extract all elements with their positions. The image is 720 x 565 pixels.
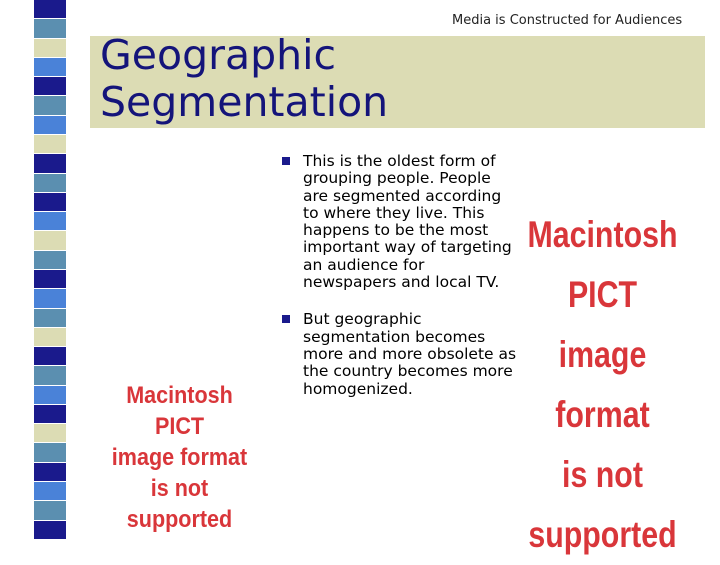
bullet-line: happens to be the most [303, 221, 489, 240]
stripe-square [34, 193, 66, 212]
stripe-square [34, 19, 66, 38]
bullet-list [282, 152, 517, 418]
stripe-square [34, 58, 66, 77]
bullet-line: to where they live. This [303, 203, 485, 222]
stripe-square [34, 231, 66, 250]
stripe-square [34, 443, 66, 462]
stripe-square [34, 405, 66, 424]
stripe-square [34, 39, 66, 58]
bullet-item [282, 310, 517, 398]
stripe-square [34, 174, 66, 193]
stripe-square [34, 347, 66, 366]
slide-title [100, 32, 388, 126]
stripe-square [34, 270, 66, 289]
bullet-line: newspapers and local TV. [303, 273, 500, 292]
placeholder-line: is not supported [528, 454, 677, 555]
stripe-square [34, 212, 66, 231]
stripe-square [34, 482, 66, 501]
bullet-line: segmentation becomes [303, 327, 486, 346]
stripe-square [34, 154, 66, 173]
square-bullet-icon [282, 315, 290, 323]
stripe-square [34, 0, 66, 19]
placeholder-line: image format [111, 444, 248, 471]
square-bullet-icon [282, 157, 290, 165]
stripe-square [34, 251, 66, 270]
placeholder-line: image format [555, 334, 650, 435]
unsupported-image-placeholder [103, 380, 257, 535]
bullet-line: But geographic [303, 310, 422, 329]
stripe-square [34, 521, 66, 540]
stripe-square [34, 328, 66, 347]
stripe-square [34, 289, 66, 308]
stripe-square [34, 77, 66, 96]
bullet-line: grouping people. People [303, 169, 491, 188]
unsupported-image-placeholder [527, 205, 679, 565]
bullet-item [282, 153, 512, 291]
stripe-square [34, 501, 66, 520]
stripe-square [34, 424, 66, 443]
title-line: Segmentation [100, 78, 389, 126]
placeholder-line: is not supported [126, 475, 233, 533]
title-line: Geographic [100, 31, 337, 79]
placeholder-line: Macintosh PICT [527, 214, 678, 315]
bullet-line: are segmented according [303, 186, 502, 205]
bullet-line: the country becomes more [303, 362, 513, 381]
stripe-square [34, 96, 66, 115]
stripe-square [34, 463, 66, 482]
bullet-line: an audience for [303, 255, 425, 274]
stripe-square [34, 116, 66, 135]
placeholder-line: Macintosh PICT [126, 382, 233, 440]
stripe-square [34, 309, 66, 328]
stripe-square [34, 386, 66, 405]
bullet-line: more and more obsolete as [303, 344, 517, 363]
stripe-square [34, 135, 66, 154]
bullet-line: This is the oldest form of [303, 152, 496, 170]
decorative-stripe [34, 0, 66, 540]
stripe-square [34, 366, 66, 385]
slide-header: Media is Constructed for Audiences [452, 13, 683, 28]
bullet-line: important way of targeting [303, 238, 512, 257]
bullet-line: homogenized. [303, 379, 413, 398]
